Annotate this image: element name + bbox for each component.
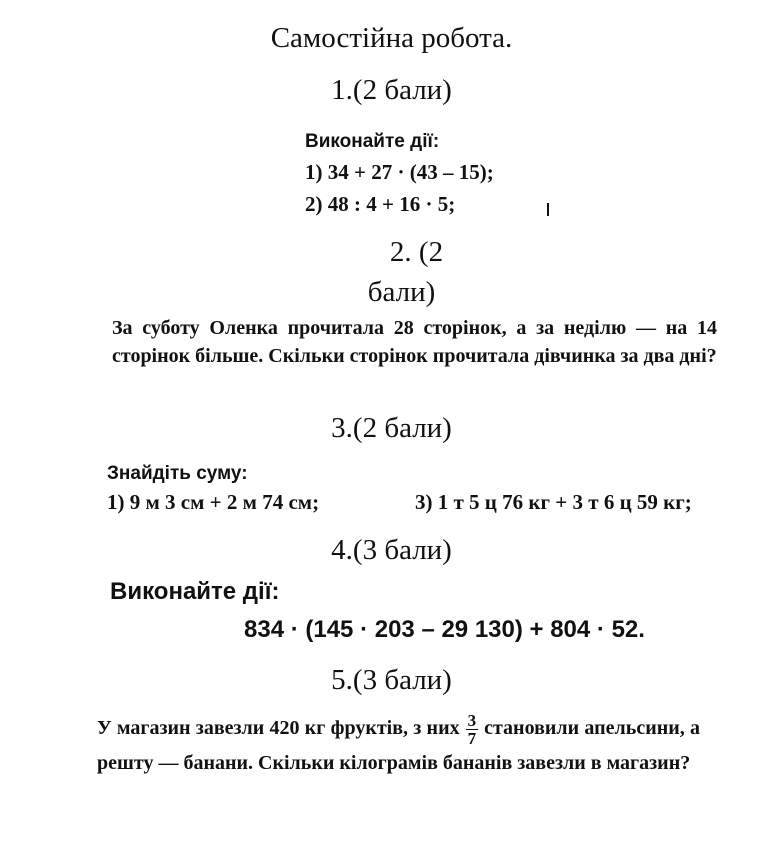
task5-text [97, 712, 700, 779]
task3-item-3: 3) 1 т 5 ц 76 кг + 3 т 6 ц 59 кг; [415, 490, 692, 514]
task3-instruction: Знайдіть суму: [107, 463, 248, 484]
task1-heading: 1.(2 бали) [331, 74, 452, 106]
fraction [466, 712, 479, 747]
fraction-denominator: 7 [467, 729, 477, 748]
task4-expression: 834 · (145 · 203 – 29 130) + 804 · 52. [244, 616, 645, 643]
task4-heading: 4.(3 бали) [331, 534, 452, 566]
task3-item-1: 1) 9 м 3 см + 2 м 74 см; [107, 490, 320, 514]
task2-heading-line2: бали) [367, 276, 436, 308]
task5-text-before: У магазин завезли 420 кг фруктів, з них [97, 717, 460, 740]
task2-text: За суботу Оленка прочитала 28 сторінок, а за неділю — на 14 сторінок більше. Скільки сторінок прочитала дівчинка за два дні? [112, 317, 717, 367]
fraction-numerator: 3 [467, 711, 477, 730]
task1-item-1: 1) 34 + 27 · (43 – 15); [305, 160, 494, 184]
task1-item-2: 2) 48 : 4 + 16 · 5; [305, 192, 456, 216]
task4-instruction: Виконайте дії: [110, 578, 280, 605]
task3-heading: 3.(2 бали) [331, 412, 452, 444]
task5-text-after: становили апельсини, а решту — банани. Скільки кілограмів бананів завезли в магазин? [97, 717, 701, 774]
task2-heading-line1: 2. (2 [389, 236, 444, 268]
page-title: Самостійна робота. [270, 22, 513, 54]
task1-instruction: Виконайте дії: [305, 131, 440, 152]
task5-heading: 5.(3 бали) [331, 664, 452, 696]
text-cursor-mark [547, 203, 549, 216]
